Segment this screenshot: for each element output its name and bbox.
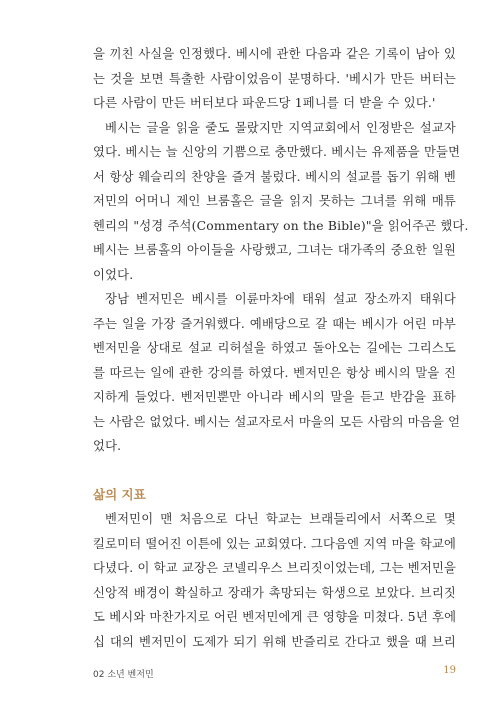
section-spacer — [93, 459, 456, 483]
text-line: 저민의 어머니 제인 브룸홀은 글을 읽지 못하는 그녀를 위해 매튜 — [93, 194, 456, 208]
page-body — [93, 42, 469, 654]
text-line: 킬로미터 떨어진 이튼에 있는 교회였다. 그다음엔 지역 마을 학교에 — [93, 536, 457, 551]
text-line: 였다. 베시는 늘 신앙의 기쁨으로 충만했다. 베시는 유제품을 만들면 — [93, 145, 461, 159]
text-line: 을 끼친 사실을 인정했다. 베시에 관한 다음과 같은 기록이 남아 있 — [93, 47, 456, 61]
text-line: 지하게 들었다. 벤저민뿐만 아니라 베시의 말을 듣고 반감을 표하 — [93, 390, 456, 404]
text-line: 다녔다. 이 학교 교장은 코넬리우스 브리짓이었는데, 그는 벤저민을 — [93, 561, 457, 575]
running-head: 02 소년 벤저민 — [93, 670, 154, 680]
text-line: 는 사람은 없었다. 베시는 설교자로서 마을의 모든 사람의 마음을 얻 — [93, 414, 461, 429]
paragraph-3 — [93, 287, 461, 459]
text-line: 이었다. — [93, 267, 134, 282]
paragraph-1 — [93, 42, 456, 116]
text-line: 는 것을 보면 특출한 사람이었음이 분명하다. '베시가 만든 버터는 — [93, 71, 456, 86]
text-line: 를 따르는 일에 관한 강의를 하였다. 벤저민은 항상 베시의 말을 진 — [93, 365, 456, 380]
text-line: 벤저민이 맨 처음으로 다닌 학교는 브래들리에서 서쪽으로 몇 — [105, 512, 456, 526]
text-line: 베시는 브룸홀의 아이들을 사랑했고, 그녀는 대가족의 중요한 일원 — [93, 243, 456, 257]
section-heading: 삶의 지표 — [93, 486, 146, 502]
text-line: 벤저민을 상대로 설교 리허설을 하였고 돌아오는 길에는 그리스도 — [93, 341, 456, 355]
text-line: 도 베시와 마찬가지로 어린 벤저민에게 큰 영향을 미쳤다. 5년 후에 — [93, 610, 457, 624]
text-line: 십 대의 벤저민이 도제가 되기 위해 반즐리로 간다고 했을 때 브리 — [93, 634, 456, 649]
text-line: 었다. — [93, 439, 122, 453]
text-line: 주는 일을 가장 즐거워했다. 예배당으로 갈 때는 베시가 어린 마부 — [93, 316, 456, 331]
text-line: 서 항상 웨슬리의 찬양을 즐겨 불렀다. 베시의 설교를 돕기 위해 벤 — [93, 169, 456, 184]
page-number: 19 — [443, 665, 456, 676]
text-line: 헨리의 "성경 주석(Commentary on the Bible)"을 읽어주곤 했다. — [93, 218, 469, 233]
paragraph-2 — [93, 116, 469, 288]
text-line: 신앙적 배경이 확실하고 장래가 촉망되는 학생으로 보았다. 브리짓 — [93, 585, 456, 600]
text-line: 다른 사람이 만든 버터보다 파운드당 1페니를 더 받을 수 있다.' — [93, 96, 436, 110]
text-line: 베시는 글을 읽을 줄도 몰랐지만 지역교회에서 인정받은 설교자 — [105, 120, 456, 135]
paragraph-4 — [93, 507, 456, 654]
text-line: 장남 벤저민은 베시를 이륜마차에 태워 설교 장소까지 태워다 — [105, 292, 456, 306]
